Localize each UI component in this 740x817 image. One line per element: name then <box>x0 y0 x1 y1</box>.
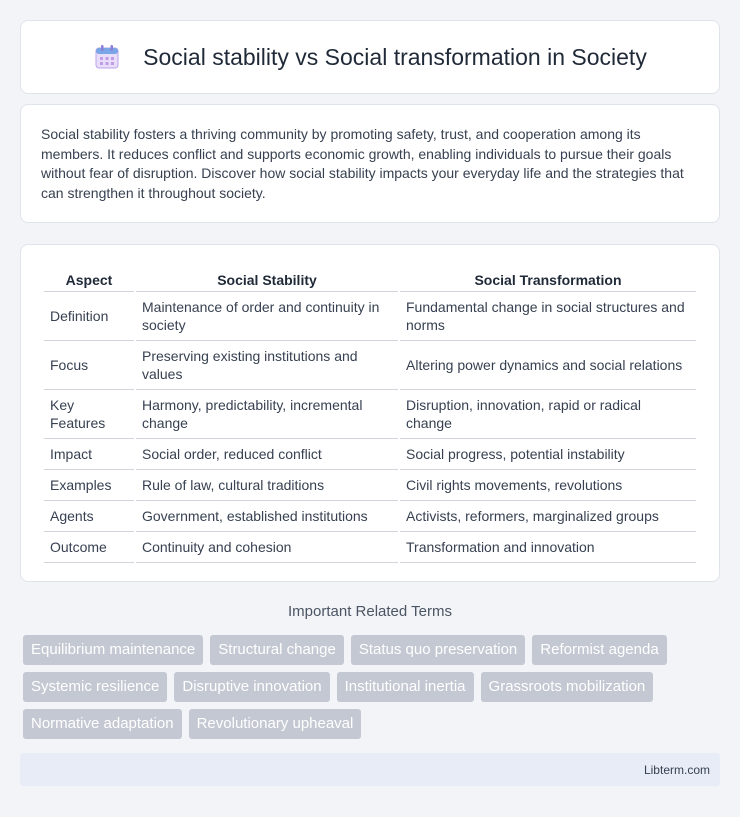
table-row <box>44 341 696 390</box>
table-cell: Transformation and innovation <box>400 532 696 563</box>
related-term-tag[interactable]: Disruptive innovation <box>174 672 329 702</box>
table-cell: Outcome <box>44 532 134 563</box>
table-cell: Impact <box>44 439 134 470</box>
table-row <box>44 501 696 532</box>
related-terms-title: Important Related Terms <box>288 603 452 620</box>
column-header-aspect: Aspect <box>44 265 134 292</box>
table-cell: Preserving existing institutions and values <box>136 341 398 390</box>
table-row <box>44 292 696 341</box>
table-cell: Maintenance of order and continuity in society <box>136 292 398 341</box>
related-term-tag[interactable]: Grassroots mobilization <box>481 672 654 702</box>
table-cell: Government, established institutions <box>136 501 398 532</box>
column-header-social-transformation: Social Transformation <box>400 265 696 292</box>
table-cell: Examples <box>44 470 134 501</box>
related-term-tag[interactable]: Structural change <box>210 635 344 665</box>
related-term-tag[interactable]: Status quo preservation <box>351 635 525 665</box>
table-cell: Harmony, predictability, incremental change <box>136 390 398 439</box>
table-cell: Disruption, innovation, rapid or radical change <box>400 390 696 439</box>
table-cell: Rule of law, cultural traditions <box>136 470 398 501</box>
table-cell: Key Features <box>44 390 134 439</box>
table-cell: Focus <box>44 341 134 390</box>
header-card <box>20 20 720 94</box>
comparison-table-card <box>20 244 720 582</box>
table-row <box>44 532 696 563</box>
table-cell: Definition <box>44 292 134 341</box>
table-cell: Social order, reduced conflict <box>136 439 398 470</box>
table-row <box>44 390 696 439</box>
footer <box>20 753 720 786</box>
column-header-social-stability: Social Stability <box>136 265 398 292</box>
related-term-tag[interactable]: Equilibrium maintenance <box>23 635 203 665</box>
page-title: Social stability vs Social transformation in Society <box>143 43 647 70</box>
table-cell: Agents <box>44 501 134 532</box>
table-header-row <box>44 265 696 292</box>
related-terms-list <box>23 635 723 739</box>
table-cell: Social progress, potential instability <box>400 439 696 470</box>
related-term-tag[interactable]: Systemic resilience <box>23 672 167 702</box>
table-row <box>44 439 696 470</box>
table-cell: Fundamental change in social structures and norms <box>400 292 696 341</box>
table-cell: Altering power dynamics and social relations <box>400 341 696 390</box>
footer-site-link[interactable]: Libterm.com <box>643 762 710 777</box>
related-term-tag[interactable]: Normative adaptation <box>23 709 182 739</box>
calendar-icon <box>93 43 121 71</box>
comparison-table <box>42 265 698 563</box>
related-term-tag[interactable]: Reformist agenda <box>532 635 666 665</box>
intro-text: Social stability fosters a thriving community by promoting safety, trust, and cooperation among its members. It reduces conflict and supports economic growth, enabling individuals to pursue their goals without fear of disruption. Discover how social stability impacts your everyday life and the strategies that can strengthen it throughout society. <box>41 126 684 201</box>
table-cell: Activists, reformers, marginalized groups <box>400 501 696 532</box>
table-cell: Continuity and cohesion <box>136 532 398 563</box>
related-term-tag[interactable]: Revolutionary upheaval <box>189 709 362 739</box>
table-row <box>44 470 696 501</box>
related-term-tag[interactable]: Institutional inertia <box>337 672 474 702</box>
table-cell: Civil rights movements, revolutions <box>400 470 696 501</box>
intro-card <box>20 104 720 223</box>
